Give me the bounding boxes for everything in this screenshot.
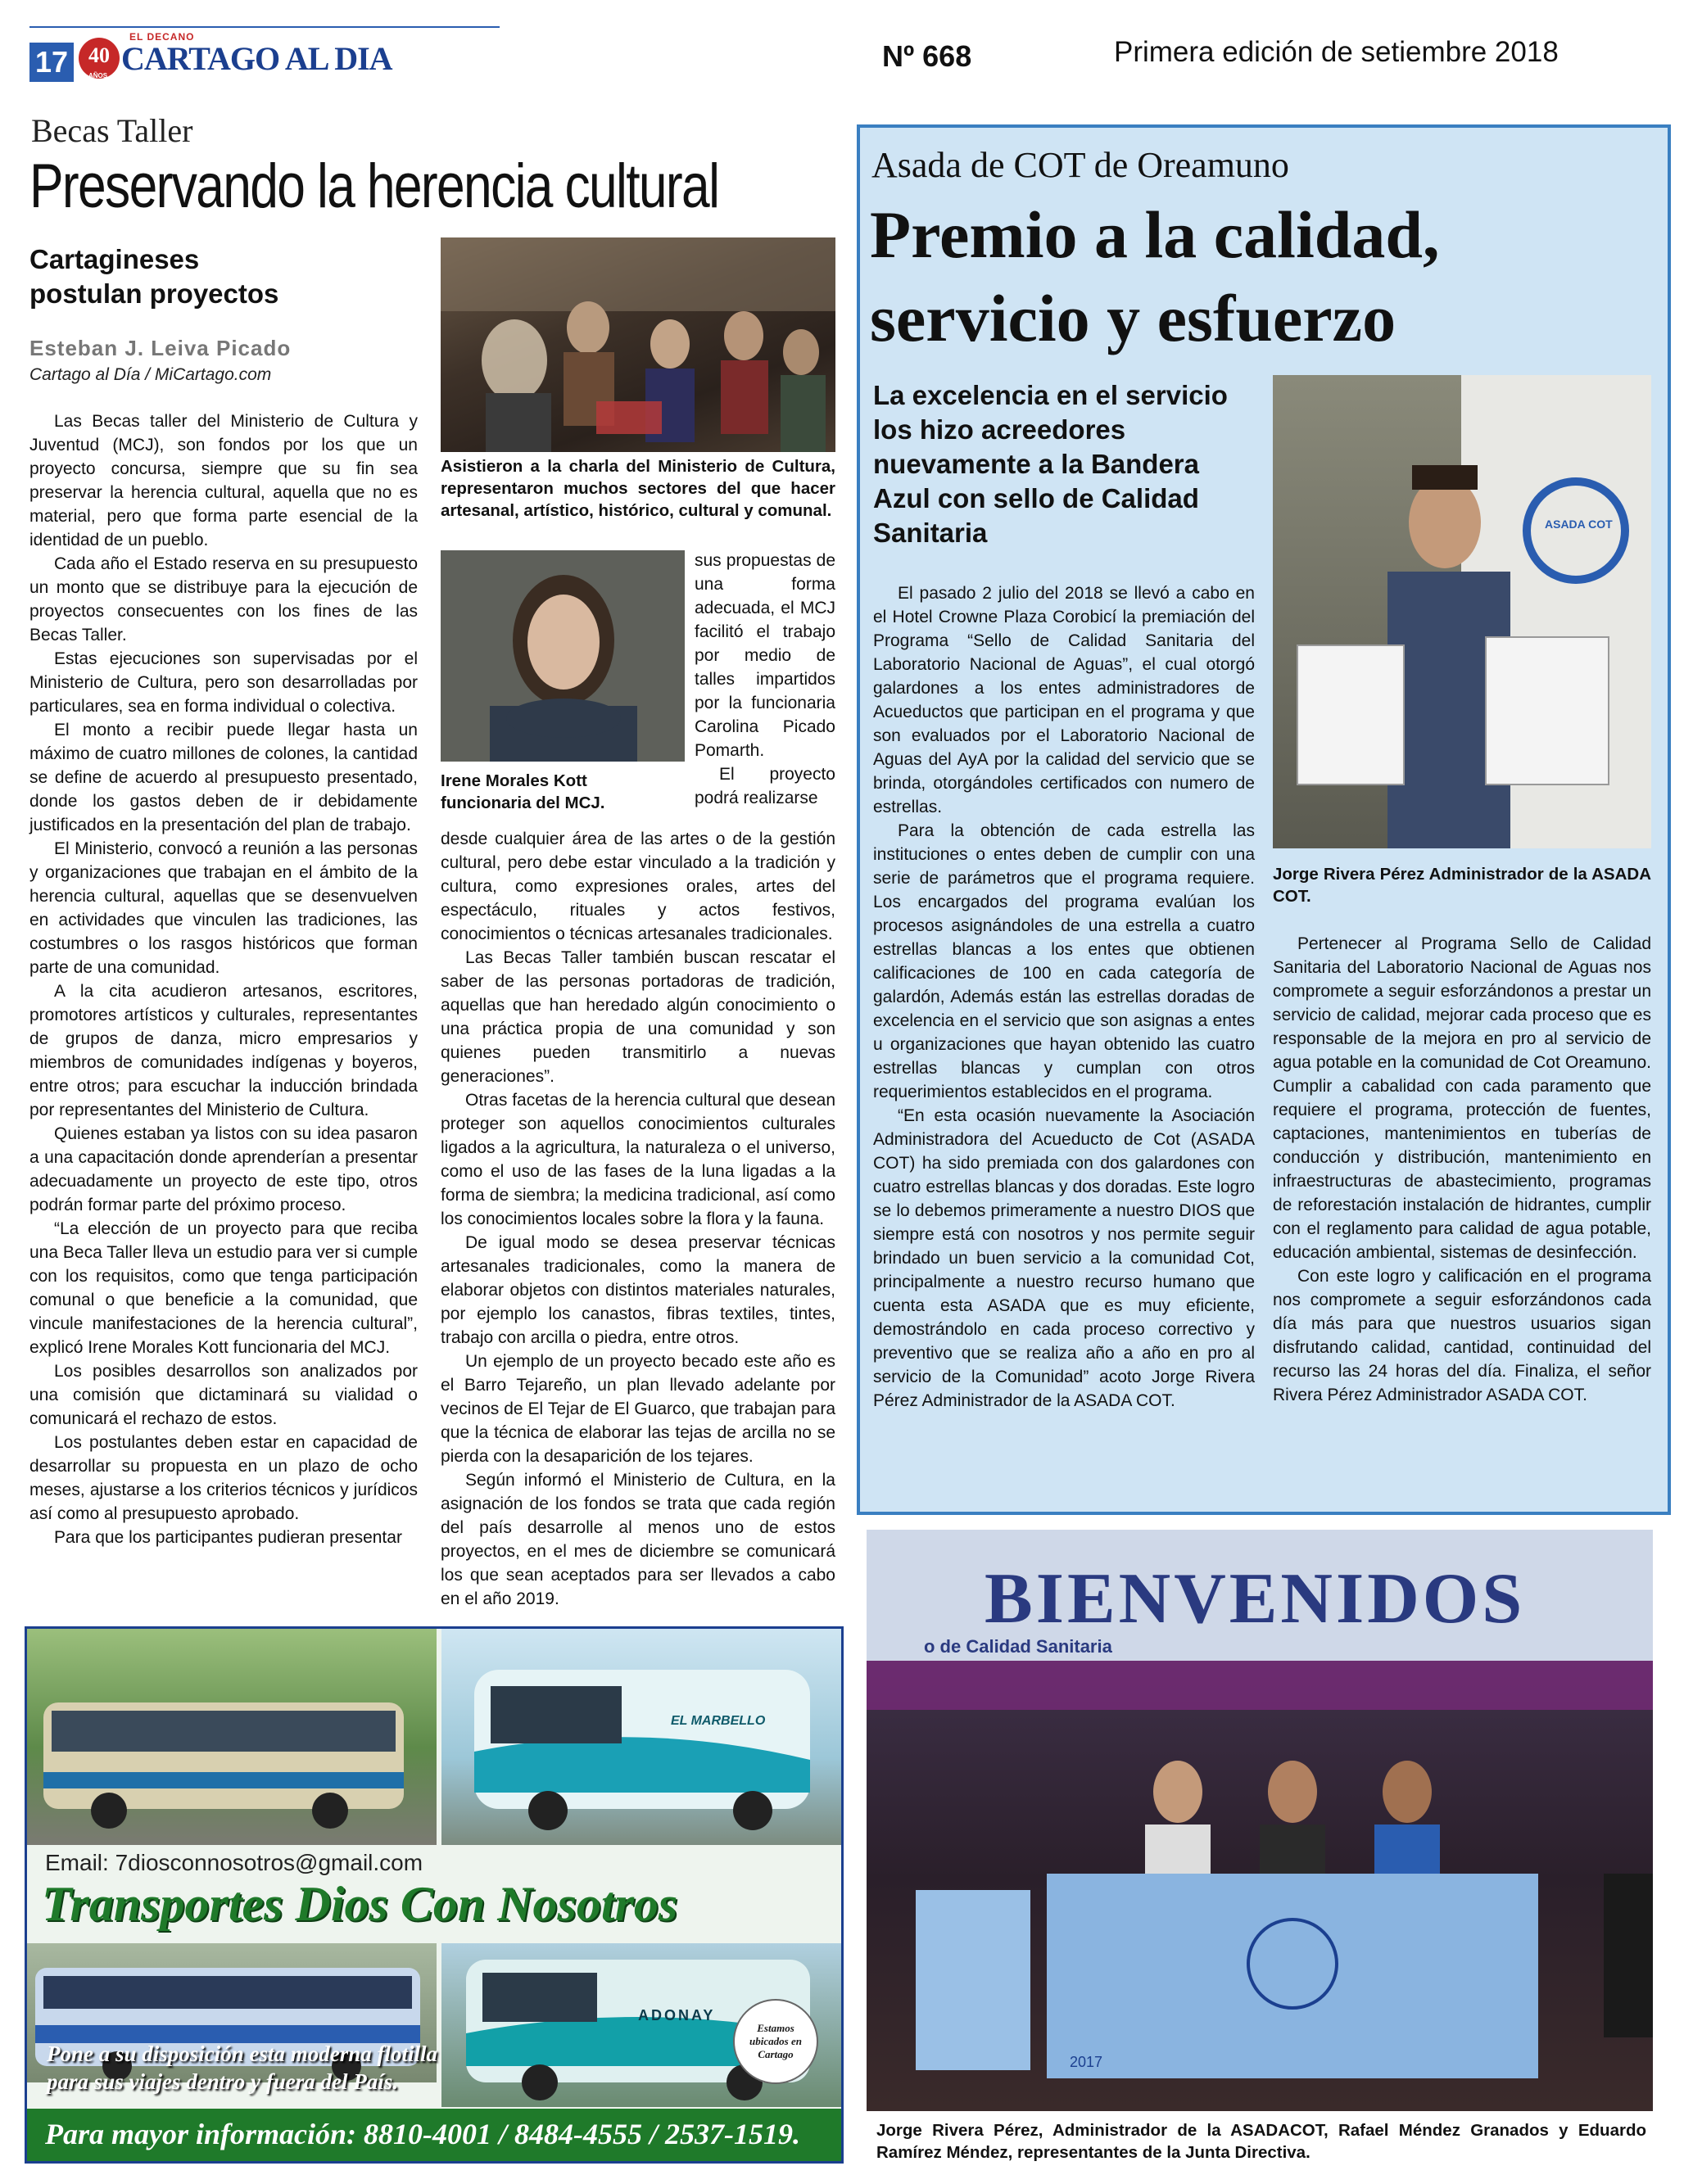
ad-email: Email: 7diosconnosotros@gmail.com (45, 1850, 423, 1875)
administrator-photo-caption: Jorge Rivera Pérez Administrador de la ASADA COT. (1273, 865, 1651, 906)
paragraph: Para la obtención de cada estrella las instituciones o entes deben de cumplir con una serie de parámetros que el programa requiere. Los encargados del programa evalúan los procesos asignándoles de una estrella a cuatro estrellas blancas a los entes que obtienen calificaciones de 100 en cada categoría de galardón, Además están las estrellas doradas de excelencia en el servicio que son asignas a entes u organizaciones que hayan obtenido las cuatro estrellas blancas y cumplan con otros requerimientos establecidos en el programa. (873, 821, 1255, 1101)
left-headline: Preservando la herencia cultural (29, 151, 719, 221)
author-name: Esteban J. Leiva Picado (29, 336, 292, 360)
portrait-photo (441, 550, 685, 762)
administrator-photo (1273, 375, 1651, 848)
transport-ad (25, 1626, 844, 2164)
paragraph: Otras facetas de la herencia cultural que desean proteger son aquellos conocimientos culturales ligados a la agricultura, la naturaleza o el universo, como el uso de las fases de la luna ligadas a la forma de siembra; la medicina tradicional, así como los conocimientos locales sobre la flora y la fauna. (441, 1091, 835, 1228)
administrator-photo-art (1273, 375, 1651, 848)
paragraph: Según informó el Ministerio de Cultura, en la asignación de los fondos se trata que cada región del país desarrolle al menos uno de estos proyectos, en el mes de diciembre se comunicará los que sean aceptados para ser llevados a cabo en el año 2019. (441, 1471, 835, 1608)
ad-contact-bar (27, 2109, 841, 2161)
bus-photo-2 (441, 1629, 841, 1845)
left-subhead-2: postulan proyectos (29, 278, 279, 309)
left-kicker: Becas Taller (31, 112, 193, 149)
issue-number: Nº 668 (882, 39, 972, 73)
ad-brand: Transportes Dios Con Nosotros (42, 1877, 678, 1931)
meeting-photo-caption: Asistieron a la charla del Ministerio de Cultura, representaron muchos sectores del que hacer artesanal, artístico, histórico, cultural y comunal. (441, 457, 835, 520)
paragraph: Las Becas Taller también buscan rescatar el saber de las personas portadoras de tradición, aquellas que han heredado algún conocimiento o una práctica propia de una comunidad y son quienes pueden transmitirlo a nuevas generaciones”. (441, 948, 835, 1086)
meeting-photo-art (441, 237, 835, 452)
welcome-banner: BIENVENIDOS (985, 1559, 1526, 1639)
ad-slogan-1: Pone a su disposición esta moderna flotilla (47, 2042, 438, 2066)
portrait-photo-caption: Irene Morales Kott funcionaria del MCJ. (441, 771, 605, 812)
anniversary-label: AÑOS (88, 72, 108, 79)
paragraph: De igual modo se desea preservar técnicas artesanales tradicionales, como la manera de elaborar objetos con distintos materiales naturales, por ejemplo los canastos, fibras textiles, tintes, trabajo con arcilla o piedra, entre otros. (441, 1233, 835, 1347)
paragraph: El Ministerio, convocó a reunión a las personas y organizaciones que trabajan en el ámbito de la herencia cultural, aquellas que se desenvuelven en actividades que vinculen las tradiciones, las costumbres o los rasgos históricos que forman parte de una comunidad. (29, 839, 418, 977)
paragraph: Los posibles desarrollos son analizados por una comisión que dictaminará su vialidad o comunicará el rechazo de estos. (29, 1362, 418, 1428)
paragraph: Pertenecer al Programa Sello de Calidad Sanitaria del Laboratorio Nacional de Aguas nos compromete a seguir esforzándonos a prestar un servicio de calidad, mejorar cada proceso que es responsable de la mejora en pro al servicio de agua potable en la comunidad de Cot Oreamuno. Cumplir a cabalidad con cada paramento que requiere el programa, protección de fuentes, captaciones, mantenimientos en tuberías de conducción y distribución, mantenimiento en infraestructuras de abastecimiento, programas de reforestación instalación de hidrantes, cumplir con el reglamento para calidad de agua potable, educación ambiental, sistemas de desinfección. (1273, 934, 1651, 1262)
left-body-col2 (441, 827, 835, 1611)
edition-date: Primera edición de setiembre 2018 (1114, 36, 1559, 68)
bus-photo-1 (27, 1629, 437, 1845)
bus-label-2: ADONAY (638, 2007, 716, 2023)
bus-1-art (27, 1629, 437, 1845)
right-deck: La excelencia en el servicio los hizo acreedores nuevamente a la Bandera Azul con sello de Calidad Sanitaria (873, 380, 1228, 548)
paragraph: Quienes estaban ya listos con su idea pasaron a una capacitación donde aprenderían a presentar adecuadamente un proyecto de este tipo, otros podrán formar parte del próximo proceso. (29, 1124, 418, 1214)
bus-label-1: EL MARBELLO (671, 1714, 766, 1728)
left-subhead-1: Cartagineses (29, 244, 200, 274)
award-ceremony-photo (867, 1530, 1653, 2111)
paragraph: Para que los participantes pudieran presentar (54, 1528, 402, 1547)
paragraph: Con este logro y calificación en el programa nos compromete a seguir esforzándonos cada día más para que nuestros usuarios sigan disfrutando calidad, cantidad, continuidad del recurso las 24 horas del día. Finaliza, el señor Rivera Pérez Administrador ASADA COT. (1273, 1267, 1651, 1404)
left-body-col1 (29, 409, 418, 1549)
right-headline-1: Premio a la calidad, (870, 197, 1440, 272)
page-header (0, 0, 1693, 82)
paragraph: El monto a recibir puede llegar hasta un máximo de cuatro millones de colones, la cantidad se define de acuerdo al presupuesto presentado, donde los gastos deben de ir debidamente justificados en la presentación del plan de trabajo. (29, 721, 418, 834)
left-body-narrow (695, 549, 835, 810)
ad-slogan-2: para sus viajes dentro y fuera del País. (47, 2069, 398, 2094)
bus-2-art (441, 1629, 841, 1845)
page-number: 17 (29, 43, 74, 82)
location-badge (733, 1999, 818, 2084)
award-ceremony-caption: Jorge Rivera Pérez, Administrador de la ASADACOT, Rafael Méndez Granados y Eduardo Ramírez Méndez, representantes de la Junta Directiva. (876, 2121, 1646, 2162)
banner-subtitle: o de Calidad Sanitaria (924, 1636, 1112, 1657)
right-kicker: Asada de COT de Oreamuno (871, 145, 1289, 185)
portrait-photo-art (441, 550, 685, 762)
meeting-photo (441, 237, 835, 452)
paragraph: Los postulantes deben estar en capacidad de desarrollar su propuesta en un plazo de ocho meses, ajustarse a los criterios técnicos y jurídicos así como al presupuesto aprobado. (29, 1433, 418, 1523)
paragraph: desde cualquier área de las artes o de la gestión cultural, pero debe estar vinculado a la tradición y cultura, como expresiones orales, artes del espectáculo, rituales y actos festivos, conocimientos o técnicas artesanales tradicionales. (441, 830, 835, 943)
location-badge-text: Estamos ubicados en Cartago (749, 2022, 802, 2060)
flag-year: 2017 (1070, 2054, 1103, 2070)
ad-contact: Para mayor información: 8810-4001 / 8484-4555 / 2537-1519. (45, 2118, 800, 2150)
asada-emblem: ASADA COT (1545, 518, 1613, 531)
right-body-col1 (873, 581, 1255, 1413)
paragraph: El pasado 2 julio del 2018 se llevó a cabo en el Hotel Crowne Plaza Corobicí la premiación del Programa “Sello de Calidad Sanitaria del Laboratorio Nacional de Aguas”, el cual otorgó galardones a los entes administradores de Acueductos que participan en el programa y que son evaluados por el Laboratorio Nacional de Aguas del AyA por la calidad del servicio que se brinda, otorgándoles certificados con numero de estrellas. (873, 584, 1255, 816)
paragraph: Cada año el Estado reserva en su presupuesto un monto que se distribuye para la ejecución de proyectos consecuentes con los fines de las Becas Taller. (29, 554, 418, 644)
masthead-small: EL DECANO (129, 31, 195, 43)
right-body-col2 (1273, 932, 1651, 1407)
paragraph: Un ejemplo de un proyecto becado este año es el Barro Tejareño, un plan llevado adelante por vecinos de El Tejar de El Guarco, que trabajan para que la técnica de elaborar las tejas de arcilla no se pierda con la desaparición de los tejares. (441, 1352, 835, 1466)
paragraph: Las Becas taller del Ministerio de Cultura y Juventud (MCJ), son fondos por los que un proyecto concursa, siempre que su fin sea preservar la herencia cultural, aquella que no es material, pero que forma parte esencial de la identidad de un pueblo. (29, 412, 418, 549)
paragraph: Estas ejecuciones son supervisadas por el Ministerio de Cultura, pero son desarrolladas por particulares, sea en forma individual o colectiva. (29, 649, 418, 716)
masthead-logo (79, 29, 392, 84)
paragraph: “La elección de un proyecto para que reciba una Beca Taller lleva un estudio para ver si cumple con los requisitos, como que tenga participación comunal o que beneficie a la comunidad, que vincule manifestaciones de la herencia cultural”, explicó Irene Morales Kott funcionaria del MCJ. (29, 1219, 418, 1357)
author-source: Cartago al Día / MiCartago.com (29, 365, 272, 384)
masthead-title: CARTAGO AL DIA (121, 40, 392, 77)
paragraph: sus propuestas de una forma adecuada, el MCJ facilitó el trabajo por medio de talles impartidos por la funcionaria Carolina Picado Pomarth. (695, 551, 835, 760)
paragraph: “En esta ocasión nuevamente la Asociación Administradora del Acueducto de Cot (ASADA COT) ha sido premiada con dos galardones con cuatro estrellas blancas y dos doradas. Este logro se lo debemos primeramente a nuestro DIOS que siempre está con nosotros y nos permite seguir brindado un buen servicio a la comunidad Cot, principalmente a nuestro recurso humano que cuenta esta ASADA que es muy eficiente, demostrándolo en cada proceso correctivo y preventivo que se realiza año a año en pro al servicio de la Comunidad” acoto Jorge Rivera Pérez Administrador de la ASADA COT. (873, 1106, 1255, 1410)
anniversary-number: 40 (88, 43, 110, 67)
paragraph: A la cita acudieron artesanos, escritores, promotores artísticos y culturales, representantes de grupos de danza, micro empresarios y miembros de comunidades indígenas y boyeros, entre otros; para escuchar la inducción brindada por representantes del Ministerio de Cultura. (29, 982, 418, 1119)
paragraph: El proyecto podrá realizarse (695, 765, 835, 807)
header-rule (29, 26, 500, 28)
right-headline-2: servicio y esfuerzo (870, 281, 1396, 355)
right-panel (857, 124, 1671, 1515)
